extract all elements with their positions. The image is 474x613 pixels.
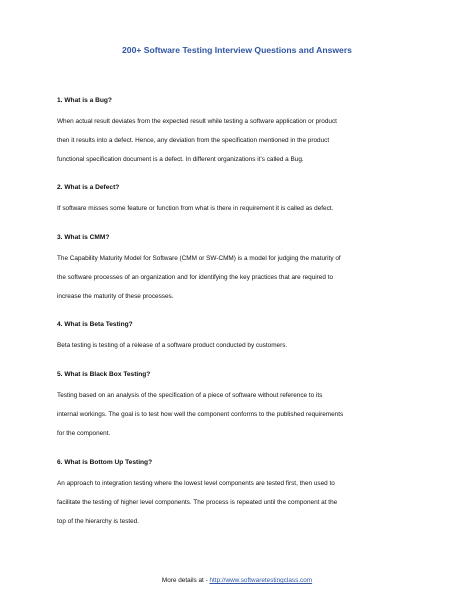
answer-text (57, 387, 432, 443)
qa-item-cmm (57, 233, 432, 306)
document-title: 200+ Software Testing Interview Questions and Answers (122, 45, 352, 55)
answer-text (57, 475, 432, 531)
qa-item-bottom-up-testing (57, 458, 432, 531)
answer-line: If software misses some feature or function from what is there in requirement it is called as defect. (57, 205, 334, 212)
answer-text (57, 113, 432, 169)
qa-item-black-box-testing (57, 370, 432, 443)
footer-prefix: More details at - (161, 577, 210, 584)
qa-item-bug (57, 96, 432, 169)
answer-line: functional specification document is a defect. In different organizations it’s called a Bug. (57, 155, 304, 163)
qa-item-defect (57, 183, 432, 219)
answer-text (57, 200, 432, 219)
question-heading: 6. What is Bottom Up Testing? (57, 459, 153, 466)
answer-line: An approach to integration testing where the lowest level components are tested first, then used to (57, 480, 335, 487)
answer-line: The Capability Maturity Model for Software (CMM or SW-CMM) is a model for judging the maturity of (57, 255, 341, 262)
answer-line: facilitate the testing of higher level components. The process is repeated until the component at the (57, 498, 338, 506)
answer-line: increase the maturity of these processes. (57, 292, 174, 300)
answer-text (57, 337, 432, 356)
question-heading: 1. What is a Bug? (57, 97, 112, 104)
answer-line: When actual result deviates from the expected result while testing a software application or product (57, 118, 337, 125)
question-heading: 3. What is CMM? (57, 234, 110, 241)
answer-line: then it results into a defect. Hence, any deviation from the specification mentioned in the product (57, 136, 330, 144)
footer-website-link[interactable]: http://www.softwaretestingclass.com (209, 577, 313, 584)
answer-line: internal workings. The goal is to test how well the component conforms to the published requirements (57, 410, 344, 418)
qa-item-beta-testing (57, 320, 432, 356)
question-heading: 5. What is Black Box Testing? (57, 371, 151, 378)
answer-text (57, 250, 432, 306)
answer-line: Testing based on an analysis of the specification of a piece of software without reference to its (57, 392, 323, 399)
answer-line: top of the hierarchy is tested. (57, 517, 140, 525)
answer-line: Beta testing is testing of a release of a software product conducted by customers. (57, 342, 288, 349)
question-heading: 2. What is a Defect? (57, 184, 120, 191)
page-footer (0, 576, 474, 586)
answer-line: the software processes of an organization and for identifying the key practices that are required to (57, 273, 334, 281)
answer-line: for the component. (57, 429, 111, 437)
question-heading: 4. What is Beta Testing? (57, 321, 133, 328)
